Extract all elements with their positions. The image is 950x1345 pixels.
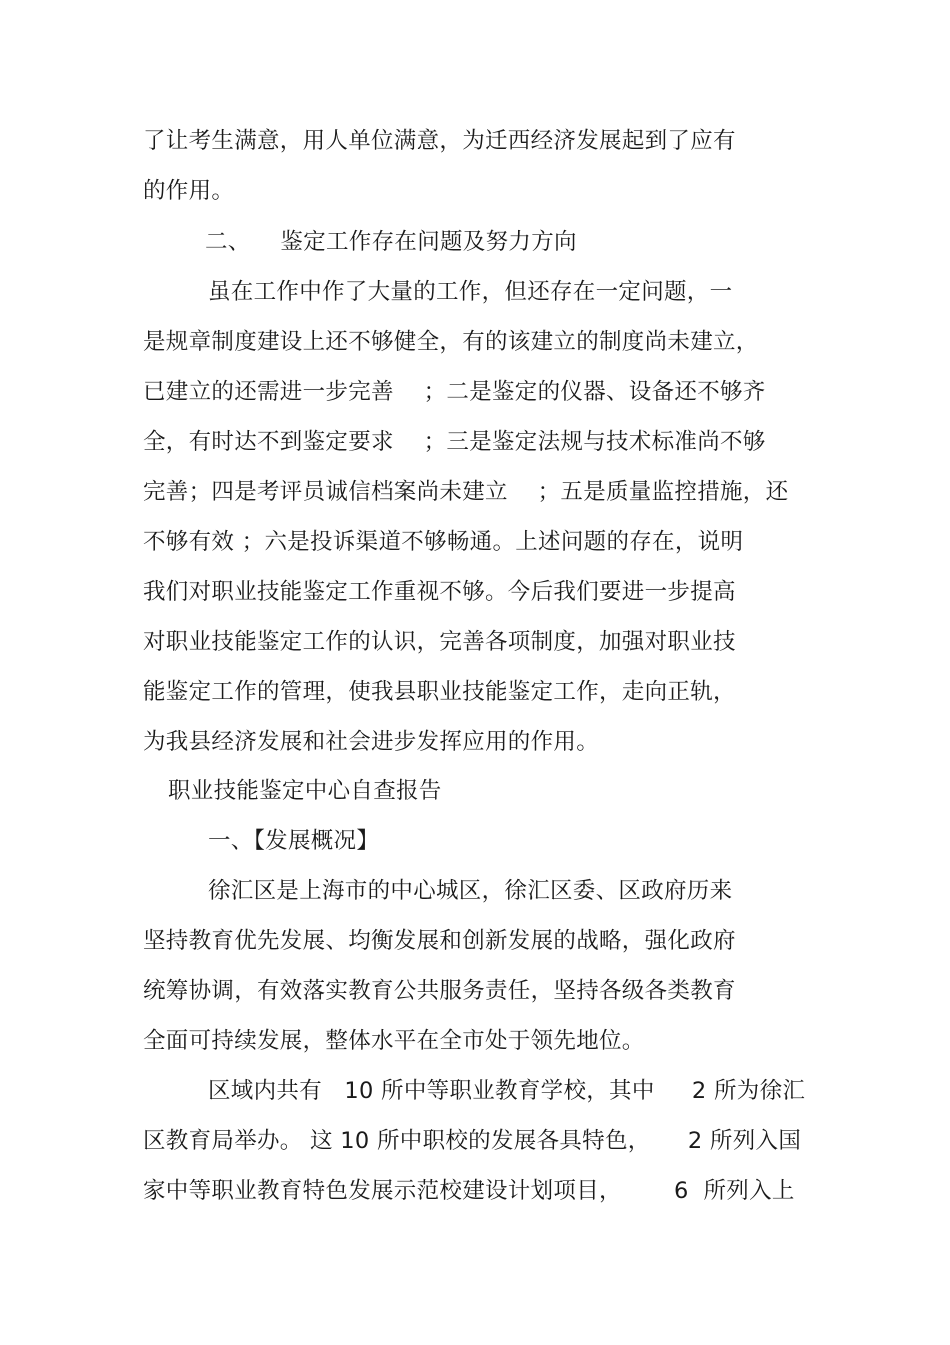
text-line-11: 对职业技能鉴定工作的认识，完善各项制度，加强对职业技 — [143, 629, 736, 655]
text-line-8: 完善；四是考评员诚信档案尚未建立 ；五是质量监控措施，还 — [143, 479, 789, 505]
text-line-21: 区教育局举办。 这 10 所中职校的发展各具特色， 2 所列入国 — [143, 1128, 802, 1154]
text-line-10: 我们对职业技能鉴定工作重视不够。今后我们要进一步提高 — [143, 579, 736, 605]
text-line-19: 全面可持续发展，整体水平在全市处于领先地位。 — [143, 1028, 645, 1054]
text-line-2: 的作用。 — [143, 178, 235, 204]
text-line-5: 是规章制度建设上还不够健全，有的该建立的制度尚未建立， — [143, 329, 759, 355]
text-line-12: 能鉴定工作的管理，使我县职业技能鉴定工作，走向正轨， — [143, 679, 736, 705]
text-line-9: 不够有效 ；六是投诉渠道不够畅通。上述问题的存在，说明 — [143, 529, 744, 555]
text-line-20: 区域内共有 10 所中等职业教育学校，其中 2 所为徐汇 — [208, 1078, 806, 1104]
report-title: 职业技能鉴定中心自查报告 — [168, 778, 442, 804]
section-heading-1: 一、【发展概况】 — [208, 828, 380, 854]
text-line-18: 统筹协调，有效落实教育公共服务责任，坚持各级各类教育 — [143, 978, 736, 1004]
text-line-22: 家中等职业教育特色发展示范校建设计划项目， 6 所列入上 — [143, 1178, 795, 1204]
section-heading-2: 二、 鉴定工作存在问题及努力方向 — [205, 229, 577, 255]
text-line-1: 了让考生满意，用人单位满意，为迁西经济发展起到了应有 — [143, 128, 736, 154]
text-line-13: 为我县经济发展和社会进步发挥应用的作用。 — [143, 729, 600, 755]
text-line-4: 虽在工作中作了大量的工作，但还存在一定问题，一 — [208, 279, 733, 305]
text-line-17: 坚持教育优先发展、均衡发展和创新发展的战略，强化政府 — [143, 928, 736, 954]
text-line-7: 全，有时达不到鉴定要求 ；三是鉴定法规与技术标准尚不够 — [143, 429, 766, 455]
text-line-6: 已建立的还需进一步完善 ；二是鉴定的仪器、设备还不够齐 — [143, 379, 766, 405]
text-line-16: 徐汇区是上海市的中心城区，徐汇区委、区政府历来 — [208, 878, 733, 904]
